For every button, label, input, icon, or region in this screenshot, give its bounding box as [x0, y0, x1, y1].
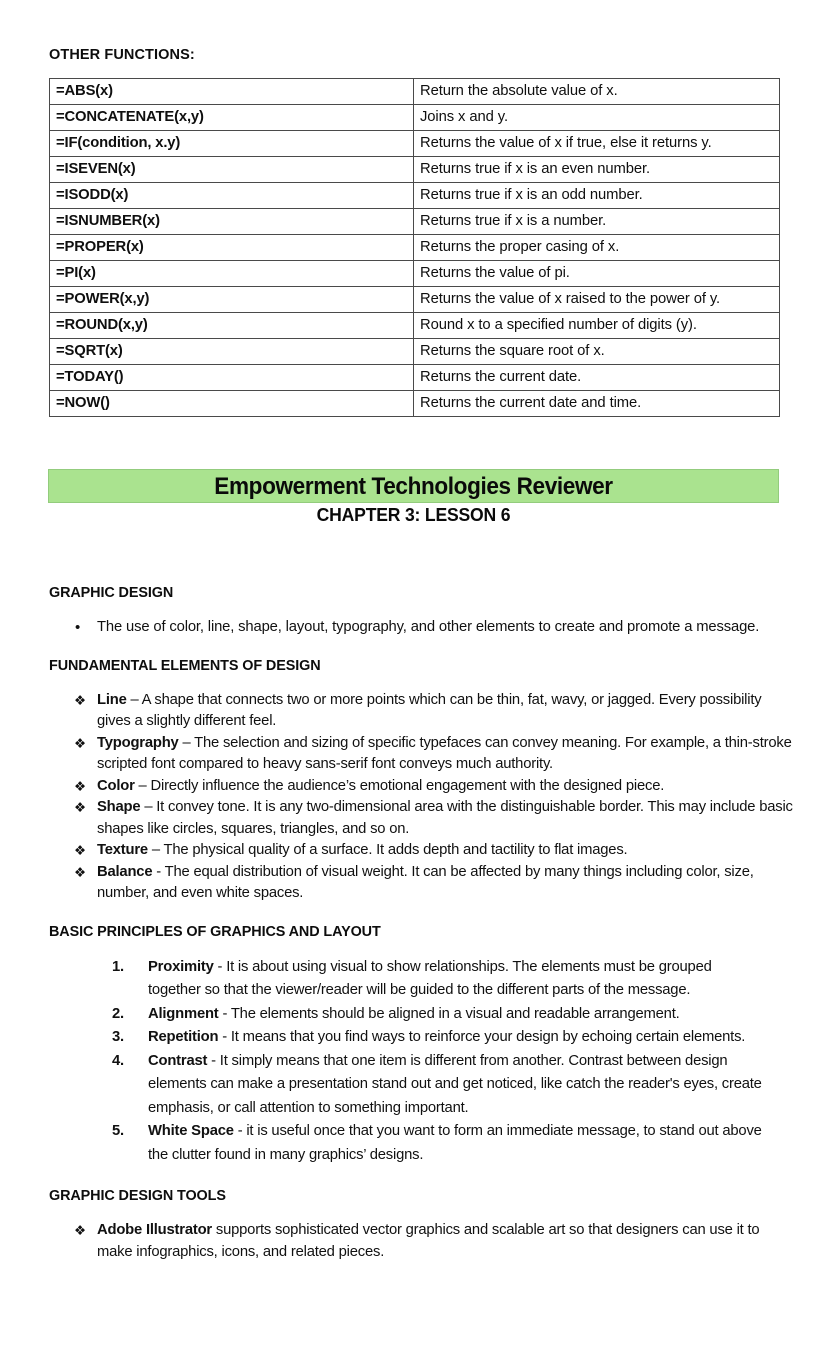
- function-name-cell: =TODAY(): [50, 365, 414, 391]
- list-item-text: - it is useful once that you want to form an immediate message, to stand out above the clutter found in many graphics’ designs.: [148, 1123, 762, 1163]
- table-row: [50, 79, 780, 105]
- function-name-cell: =ISODD(x): [50, 183, 414, 209]
- function-desc-cell: Return the absolute value of x.: [414, 79, 780, 105]
- list-item-text: - The equal distribution of visual weight. It can be affected by many things including color, size, number, and even white spaces.: [97, 863, 754, 901]
- function-desc-cell: Returns the value of pi.: [414, 261, 780, 287]
- spacer: [0, 1206, 828, 1220]
- list-item-term: White Space: [148, 1123, 234, 1139]
- table-row: [50, 287, 780, 313]
- section-heading-graphic-design: GRAPHIC DESIGN: [49, 585, 174, 601]
- list-item-term: Shape: [97, 799, 141, 815]
- list-item-text: – The physical quality of a surface. It adds depth and tactility to flat images.: [147, 842, 628, 858]
- table-row: [50, 157, 780, 183]
- list-item: [0, 840, 828, 862]
- spacer: [0, 676, 828, 690]
- bullet-diamond-icon: ❖: [74, 692, 86, 708]
- bullet-diamond-icon: ❖: [74, 1223, 86, 1238]
- table-row: [50, 339, 780, 365]
- banner-subtitle: CHAPTER 3: LESSON 6: [316, 504, 511, 525]
- spacer: [0, 1167, 828, 1186]
- list-item-text: – Directly influence the audience’s emotional engagement with the designed piece.: [134, 777, 665, 794]
- section-heading-fundamental-elements: FUNDAMENTAL ELEMENTS OF DESIGN: [49, 657, 321, 674]
- list-item: [0, 1050, 828, 1121]
- list-item-text: – A shape that connects two or more points which can be thin, fat, wavy, or jagged. Every possibility gives a slightly different feel.: [97, 691, 762, 729]
- list-item: [0, 862, 828, 905]
- function-desc-cell: Returns true if x is a number.: [414, 209, 780, 235]
- list-number: 5.: [112, 1123, 124, 1139]
- list-item-term: Texture: [97, 842, 148, 858]
- function-name-cell: =PI(x): [50, 261, 414, 287]
- table-row: [50, 313, 780, 339]
- function-name-cell: =ABS(x): [50, 79, 414, 105]
- table-row: [50, 131, 780, 157]
- fundamental-elements-list: [0, 690, 828, 905]
- list-item-term: Color: [97, 777, 135, 794]
- list-item-term: Line: [97, 691, 127, 708]
- banner-title: Empowerment Technologies Reviewer: [214, 473, 613, 500]
- list-item: [0, 776, 828, 798]
- list-item-term: Repetition: [148, 1029, 219, 1045]
- function-name-cell: =PROPER(x): [50, 235, 414, 261]
- list-item-text: - It is about using visual to show relationships. The elements must be grouped together so that the viewer/reader will be guided to the different parts of the message.: [148, 958, 712, 998]
- function-name-cell: =CONCATENATE(x,y): [50, 105, 414, 131]
- function-desc-cell: Returns the proper casing of x.: [414, 235, 780, 261]
- document-body: [0, 583, 828, 1263]
- list-item-term: Alignment: [148, 1005, 219, 1022]
- bullet-diamond-icon: ❖: [74, 843, 86, 858]
- bullet-dot-icon: •: [75, 619, 81, 636]
- function-desc-cell: Round x to a specified number of digits (y).: [414, 313, 780, 339]
- table-body: [50, 79, 780, 417]
- table-row: [50, 235, 780, 261]
- table-row: [50, 391, 780, 417]
- list-item-text: - It means that you find ways to reinforce your design by echoing certain elements.: [218, 1029, 746, 1045]
- function-desc-cell: Joins x and y.: [414, 105, 780, 131]
- other-functions-heading: OTHER FUNCTIONS:: [49, 47, 195, 63]
- spacer: [0, 639, 828, 656]
- function-name-cell: =POWER(x,y): [50, 287, 414, 313]
- list-item-text: - The elements should be aligned in a visual and readable arrangement.: [218, 1005, 680, 1022]
- list-item-term: Typography: [97, 734, 179, 751]
- function-name-cell: =ISEVEN(x): [50, 157, 414, 183]
- spacer: [0, 603, 828, 617]
- function-desc-cell: Returns the value of x if true, else it returns y.: [414, 131, 780, 157]
- list-item-term: Balance: [97, 863, 153, 880]
- list-item: [0, 1026, 828, 1050]
- function-desc-cell: Returns the square root of x.: [414, 339, 780, 365]
- spacer: [0, 942, 828, 956]
- section-heading-graphic-design-tools: GRAPHIC DESIGN TOOLS: [49, 1188, 226, 1204]
- list-number: 4.: [112, 1052, 124, 1069]
- list-item-text: – It convey tone. It is any two-dimensional area with the distinguishable border. This may include basic shapes like circles, squares, triangles, and so on.: [97, 799, 793, 837]
- list-item: [0, 1220, 828, 1263]
- spacer: [0, 905, 828, 922]
- list-item: [0, 617, 828, 639]
- list-item-text: supports sophisticated vector graphics and scalable art so that designers can use it to make infographics, icons, and related pieces.: [97, 1222, 760, 1260]
- function-desc-cell: Returns the current date.: [414, 365, 780, 391]
- list-number: 2.: [112, 1005, 124, 1022]
- list-item: [0, 956, 828, 1003]
- list-item: [0, 1003, 828, 1027]
- list-number: 1.: [112, 958, 124, 975]
- table-row: [50, 261, 780, 287]
- graphic-design-tools-list: [0, 1220, 828, 1263]
- list-number: 3.: [112, 1029, 124, 1045]
- list-item-text: – The selection and sizing of specific typefaces can convey meaning. For example, a thin-stroke scripted font compared to heavy sans-serif font conveys much authority.: [97, 734, 792, 772]
- list-item: [0, 733, 828, 776]
- bullet-diamond-icon: ❖: [74, 778, 86, 794]
- function-name-cell: =IF(condition, x.y): [50, 131, 414, 157]
- other-functions-table: [49, 78, 780, 417]
- function-desc-cell: Returns true if x is an odd number.: [414, 183, 780, 209]
- table-row: [50, 365, 780, 391]
- list-item-text: The use of color, line, shape, layout, typography, and other elements to create and promote a message.: [97, 619, 760, 635]
- bullet-diamond-icon: ❖: [74, 800, 86, 815]
- bullet-diamond-icon: ❖: [74, 864, 86, 880]
- section-heading-basic-principles: BASIC PRINCIPLES OF GRAPHICS AND LAYOUT: [49, 923, 381, 940]
- function-desc-cell: Returns true if x is an even number.: [414, 157, 780, 183]
- graphic-design-list: [0, 617, 828, 639]
- function-desc-cell: Returns the current date and time.: [414, 391, 780, 417]
- list-item: [0, 690, 828, 733]
- function-name-cell: =SQRT(x): [50, 339, 414, 365]
- title-banner: [48, 469, 779, 503]
- function-name-cell: =NOW(): [50, 391, 414, 417]
- function-desc-cell: Returns the value of x raised to the power of y.: [414, 287, 780, 313]
- function-name-cell: =ROUND(x,y): [50, 313, 414, 339]
- function-name-cell: =ISNUMBER(x): [50, 209, 414, 235]
- list-item-term: Contrast: [148, 1052, 208, 1069]
- list-item-term: Adobe Illustrator: [97, 1222, 212, 1238]
- table-row: [50, 209, 780, 235]
- bullet-diamond-icon: ❖: [74, 735, 86, 751]
- list-item-term: Proximity: [148, 958, 214, 975]
- list-item-text: - It simply means that one item is different from another. Contrast between design elements can make a presentation stand out and get noticed, like catch the reader's eyes, create emphasis, or call attention to something important.: [148, 1052, 762, 1116]
- list-item: [0, 1120, 828, 1167]
- basic-principles-list: [0, 956, 828, 1168]
- table-row: [50, 183, 780, 209]
- list-item: [0, 797, 828, 840]
- table-row: [50, 105, 780, 131]
